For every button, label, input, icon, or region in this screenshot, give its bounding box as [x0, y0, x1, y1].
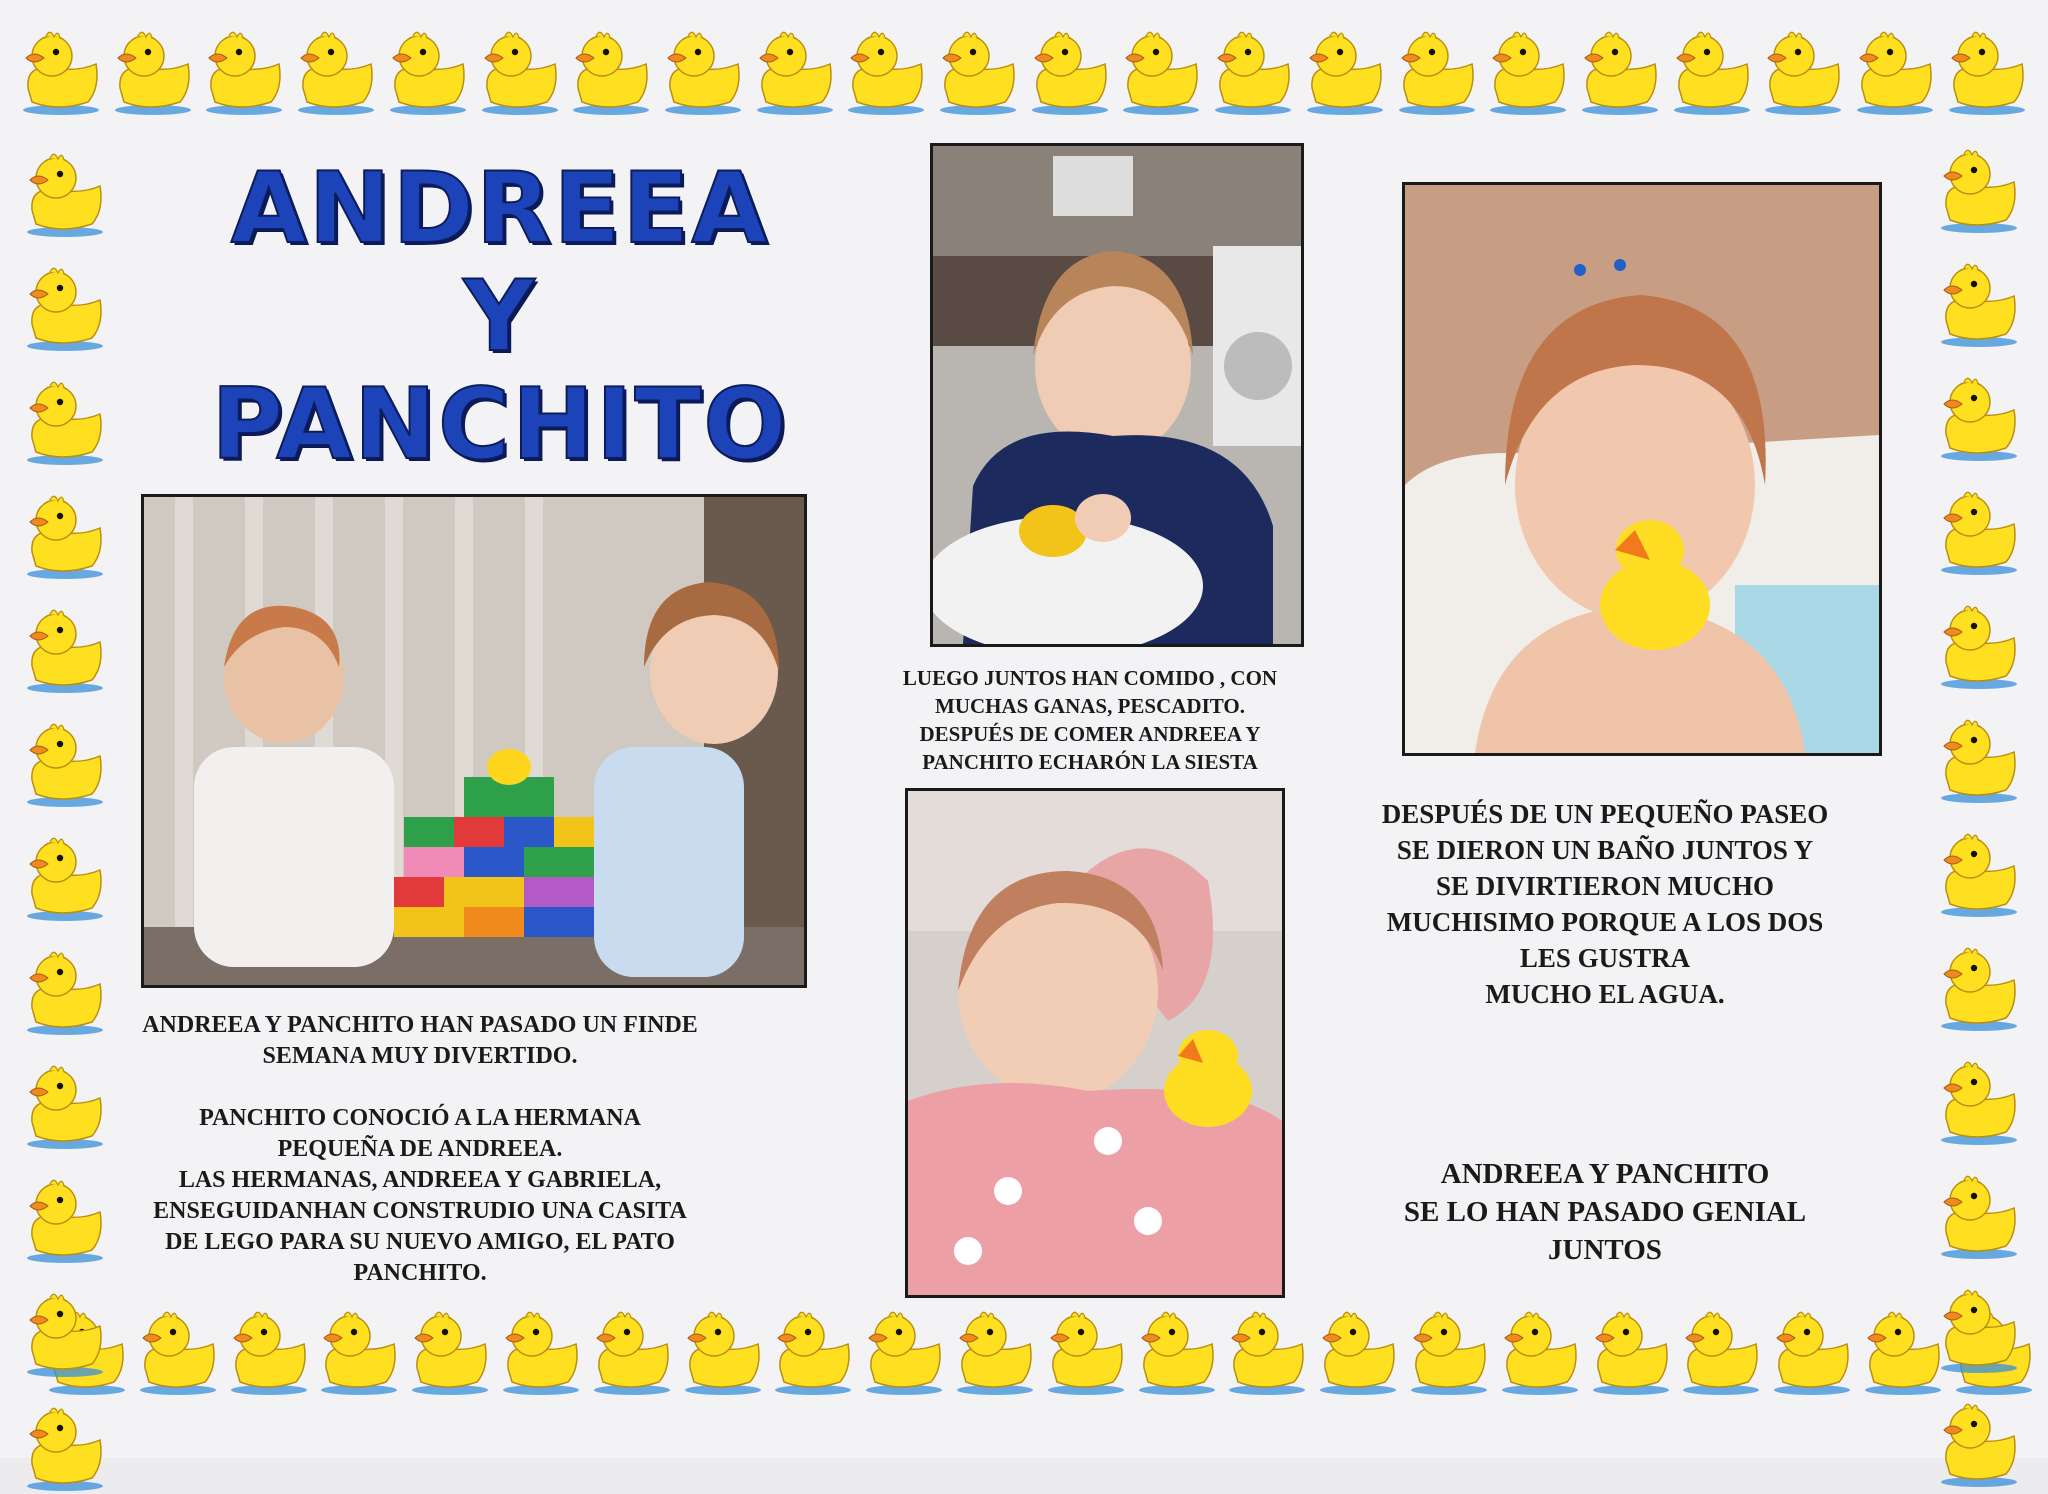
rubber-duck-icon [935, 28, 1021, 118]
rubber-duck-icon [1936, 488, 2022, 578]
rubber-duck-icon [22, 948, 108, 1038]
rubber-duck-icon [22, 1290, 108, 1380]
rubber-duck-icon [1936, 716, 2022, 806]
rubber-duck-icon [1485, 28, 1571, 118]
rubber-duck-icon [293, 28, 379, 118]
rubber-duck-icon [226, 1308, 312, 1398]
rubber-duck-icon [861, 1308, 947, 1398]
rubber-duck-icon [1936, 1400, 2022, 1490]
rubber-duck-icon [1678, 1308, 1764, 1398]
rubber-duck-icon [752, 28, 838, 118]
rubber-duck-icon [22, 1404, 108, 1494]
rubber-duck-icon [660, 28, 746, 118]
rubber-duck-icon [1043, 1308, 1129, 1398]
rubber-duck-icon [201, 28, 287, 118]
rubber-duck-icon [1936, 1286, 2022, 1376]
text-lunch: LUEGO JUNTOS HAN COMIDO , CON MUCHAS GANAS, PESCADITO. DESPUÉS DE COMER ANDREEA Y PANCHITO ECHARÓN LA SIESTA [902, 666, 1278, 774]
rubber-duck-icon [407, 1308, 493, 1398]
rubber-duck-icon [22, 720, 108, 810]
rubber-duck-icon [22, 606, 108, 696]
rubber-duck-icon [1944, 28, 2030, 118]
rubber-duck-icon [770, 1308, 856, 1398]
rubber-duck-icon [1760, 28, 1846, 118]
rubber-duck-icon [1224, 1308, 1310, 1398]
rubber-duck-icon [1769, 1308, 1855, 1398]
rubber-duck-icon [1936, 146, 2022, 236]
rubber-duck-icon [110, 28, 196, 118]
rubber-duck-icon [1936, 944, 2022, 1034]
photo-sisters-lego [141, 494, 807, 988]
rubber-duck-icon [1936, 602, 2022, 692]
photo-sleeping [905, 788, 1285, 1298]
rubber-duck-icon [1936, 1058, 2022, 1148]
rubber-duck-icon [1406, 1308, 1492, 1398]
rubber-duck-icon [1860, 1308, 1946, 1398]
rubber-duck-icon [22, 264, 108, 354]
rubber-duck-icon [22, 1062, 108, 1152]
rubber-duck-icon [1210, 28, 1296, 118]
rubber-duck-icon [1394, 28, 1480, 118]
rubber-duck-icon [1577, 28, 1663, 118]
rubber-duck-icon [589, 1308, 675, 1398]
rubber-duck-icon [1936, 374, 2022, 464]
rubber-duck-icon [22, 378, 108, 468]
rubber-duck-icon [568, 28, 654, 118]
rubber-duck-icon [1315, 1308, 1401, 1398]
rubber-duck-icon [22, 834, 108, 924]
rubber-duck-icon [843, 28, 929, 118]
title-line-1: ANDREEA [230, 152, 770, 266]
rubber-duck-icon [135, 1308, 221, 1398]
rubber-duck-icon [1936, 260, 2022, 350]
rubber-duck-icon [1118, 28, 1204, 118]
text-bath: DESPUÉS DE UN PEQUEÑO PASEO SE DIERON UN BAÑO JUNTOS Y SE DIVIRTIERON MUCHO MUCHISIMO PORQUE A LOS DOS LES GUSTRA MUCHO EL AGUA. [1381, 799, 1829, 1009]
rubber-duck-icon [1302, 28, 1388, 118]
rubber-duck-icon [1134, 1308, 1220, 1398]
rubber-duck-icon [22, 1176, 108, 1266]
rubber-duck-icon [385, 28, 471, 118]
rubber-duck-icon [1936, 1172, 2022, 1262]
text-closing: ANDREEA Y PANCHITO SE LO HAN PASADO GENIAL JUNTOS [1403, 1158, 1807, 1266]
title-line-3: PANCHITO [211, 368, 789, 482]
photo-eating [930, 143, 1304, 647]
rubber-duck-icon [1497, 1308, 1583, 1398]
rubber-duck-icon [680, 1308, 766, 1398]
rubber-duck-icon [1936, 830, 2022, 920]
photo-bath [1402, 182, 1882, 756]
rubber-duck-icon [952, 1308, 1038, 1398]
title-line-2: Y [463, 260, 537, 374]
rubber-duck-icon [477, 28, 563, 118]
rubber-duck-icon [1669, 28, 1755, 118]
rubber-duck-icon [22, 492, 108, 582]
rubber-duck-icon [498, 1308, 584, 1398]
rubber-duck-icon [22, 150, 108, 240]
rubber-duck-icon [1027, 28, 1113, 118]
rubber-duck-icon [1852, 28, 1938, 118]
text-weekend: ANDREEA Y PANCHITO HAN PASADO UN FINDE SEMANA MUY DIVERTIDO. PANCHITO CONOCIÓ A LA HERMANA PEQUEÑA DE ANDREEA. LAS HERMANAS, ANDREEA Y GABRIELA, ENSEGUIDANHAN CONSTRUDIO UNA CASITA DE LEGO PARA SU NUEVO AMIGO, EL PATO PANCHITO. [142, 1012, 698, 1286]
rubber-duck-icon [18, 28, 104, 118]
rubber-duck-icon [316, 1308, 402, 1398]
rubber-duck-icon [1588, 1308, 1674, 1398]
